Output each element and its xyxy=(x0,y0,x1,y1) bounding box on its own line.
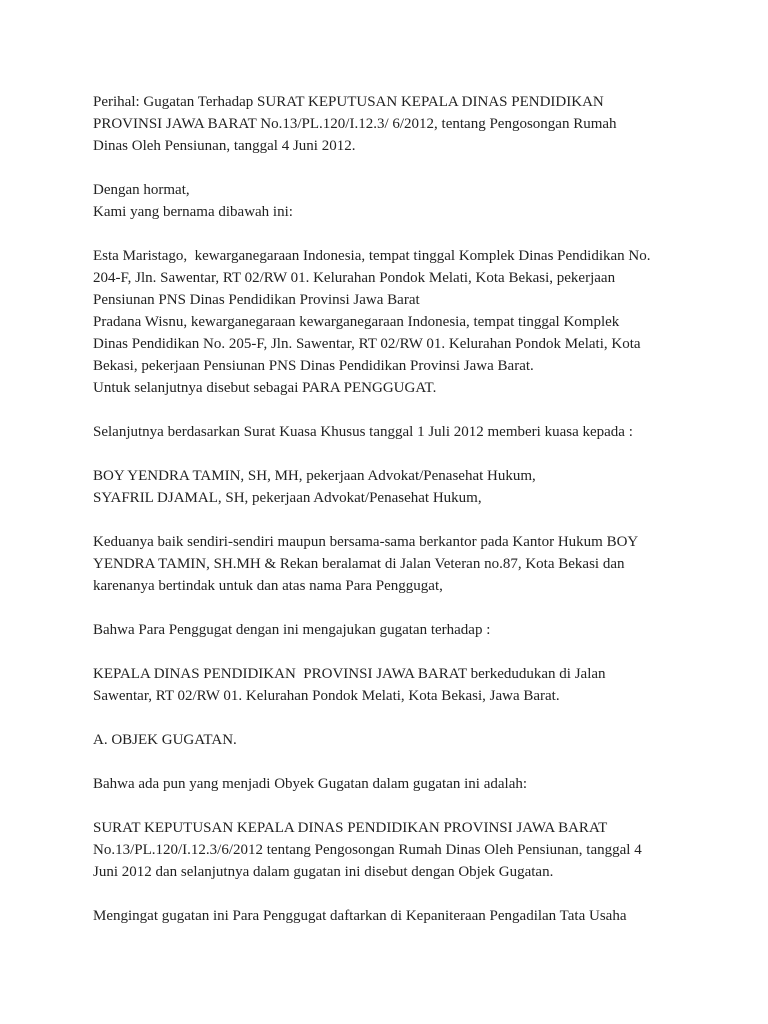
text-line: SYAFRIL DJAMAL, SH, pekerjaan Advokat/Penasehat Hukum, xyxy=(93,490,482,506)
text-line: Pradana Wisnu, kewarganegaraan kewarganegaraan Indonesia, tempat tinggal Komplek xyxy=(93,314,620,330)
text-line: Dinas Oleh Pensiunan, tanggal 4 Juni 2012. xyxy=(93,138,356,154)
paragraph-lawyers xyxy=(93,465,693,509)
text-line: SURAT KEPUTUSAN KEPALA DINAS PENDIDIKAN PROVINSI JAWA BARAT xyxy=(93,820,608,836)
text-line: A. OBJEK GUGATAN. xyxy=(93,732,237,748)
text-line: Bahwa Para Penggugat dengan ini mengajukan gugatan terhadap : xyxy=(93,622,491,638)
text-line: No.13/PL.120/I.12.3/6/2012 tentang Pengosongan Rumah Dinas Oleh Pensiunan, tanggal 4 xyxy=(93,842,642,858)
text-line: Bahwa ada pun yang menjadi Obyek Gugatan dalam gugatan ini adalah: xyxy=(93,776,528,792)
text-line: Mengingat gugatan ini Para Penggugat daftarkan di Kepaniteraan Pengadilan Tata Usaha xyxy=(93,908,627,924)
paragraph-defendant xyxy=(93,663,693,707)
paragraph-registration xyxy=(93,905,693,927)
paragraph-lawsuit-against xyxy=(93,619,693,641)
text-line: BOY YENDRA TAMIN, SH, MH, pekerjaan Advokat/Penasehat Hukum, xyxy=(93,468,536,484)
paragraph-salutation xyxy=(93,179,693,223)
text-line: 204-F, Jln. Sawentar, RT 02/RW 01. Kelurahan Pondok Melati, Kota Bekasi, pekerjaan xyxy=(93,270,616,286)
paragraph-perihal xyxy=(93,91,693,157)
paragraph-plaintiffs xyxy=(93,245,693,399)
text-line: Dengan hormat, xyxy=(93,182,190,198)
text-line: YENDRA TAMIN, SH.MH & Rekan beralamat di Jalan Veteran no.87, Kota Bekasi dan xyxy=(93,556,625,572)
text-line: karenanya bertindak untuk dan atas nama Para Penggugat, xyxy=(93,578,443,594)
text-line: Sawentar, RT 02/RW 01. Kelurahan Pondok Melati, Kota Bekasi, Jawa Barat. xyxy=(93,688,560,704)
document-body xyxy=(93,91,693,949)
text-line: Selanjutnya berdasarkan Surat Kuasa Khusus tanggal 1 Juli 2012 memberi kuasa kepada : xyxy=(93,424,633,440)
text-line: Juni 2012 dan selanjutnya dalam gugatan ini disebut dengan Objek Gugatan. xyxy=(93,864,554,880)
text-line: Keduanya baik sendiri-sendiri maupun bersama-sama berkantor pada Kantor Hukum BOY xyxy=(93,534,639,550)
paragraph-object-intro xyxy=(93,773,693,795)
section-heading-objek-gugatan xyxy=(93,729,693,751)
paragraph-law-office xyxy=(93,531,693,597)
text-line: PROVINSI JAWA BARAT No.13/PL.120/I.12.3/ 6/2012, tentang Pengosongan Rumah xyxy=(93,116,617,132)
text-line: KEPALA DINAS PENDIDIKAN PROVINSI JAWA BARAT berkedudukan di Jalan xyxy=(93,666,606,682)
paragraph-decree xyxy=(93,817,693,883)
text-line: Bekasi, pekerjaan Pensiunan PNS Dinas Pendidikan Provinsi Jawa Barat. xyxy=(93,358,534,374)
text-line: Perihal: Gugatan Terhadap SURAT KEPUTUSAN KEPALA DINAS PENDIDIKAN xyxy=(93,94,604,110)
text-line: Pensiunan PNS Dinas Pendidikan Provinsi Jawa Barat xyxy=(93,292,420,308)
text-line: Kami yang bernama dibawah ini: xyxy=(93,204,293,220)
text-line: Dinas Pendidikan No. 205-F, Jln. Sawentar, RT 02/RW 01. Kelurahan Pondok Melati, Kota xyxy=(93,336,641,352)
text-line: Esta Maristago, kewarganegaraan Indonesia, tempat tinggal Komplek Dinas Pendidikan No. xyxy=(93,248,651,264)
paragraph-power-of-attorney xyxy=(93,421,693,443)
text-line: Untuk selanjutnya disebut sebagai PARA PENGGUGAT. xyxy=(93,380,437,396)
